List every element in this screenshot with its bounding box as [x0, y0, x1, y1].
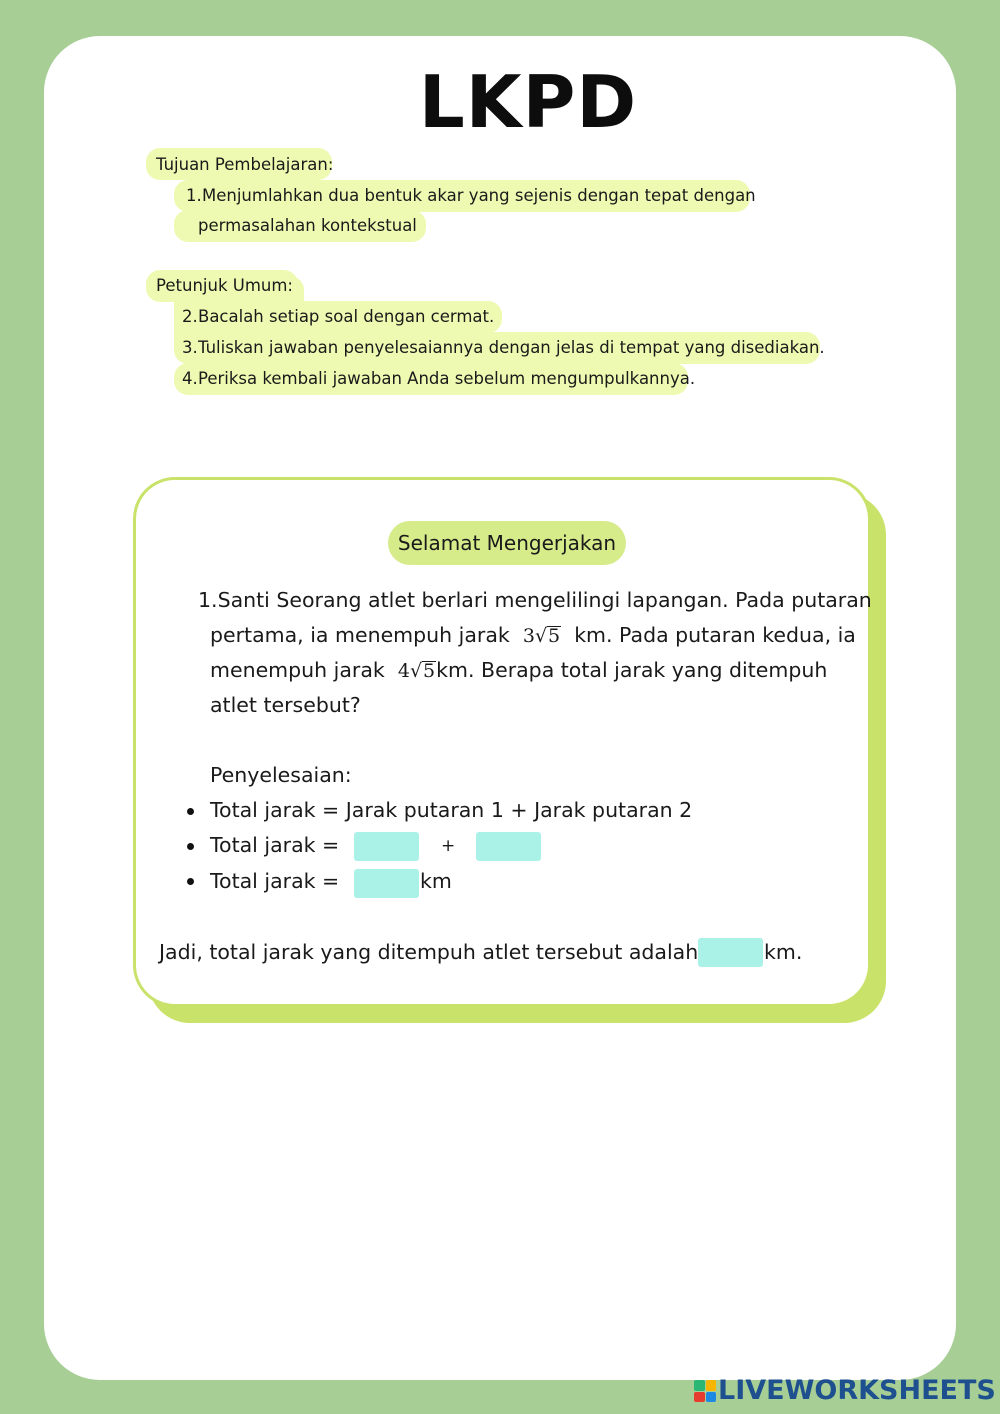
problem-text: Santi Seorang atlet berlari mengelilingi lapangan. Pada putaran	[217, 588, 872, 612]
objective-text-line1: Menjumlahkan dua bentuk akar yang sejenis dengan tepat dengan	[202, 186, 756, 205]
objective-item	[186, 181, 756, 211]
bullet-dot	[187, 808, 194, 815]
math-radicand: 5	[548, 625, 561, 647]
math-expression-2: 4√5	[397, 660, 436, 682]
problem-line-3	[210, 653, 827, 689]
problem-text: pertama, ia menempuh jarak	[210, 623, 510, 647]
instruction-text: Periksa kembali jawaban Anda sebelum mengumpulkannya.	[198, 369, 696, 388]
answer-input-distance-2[interactable]	[476, 832, 541, 861]
solution-step-1: Total jarak = Jarak putaran 1 + Jarak putaran 2	[210, 798, 693, 822]
problem-line-2	[210, 618, 856, 654]
plus-sign: +	[441, 836, 456, 856]
unit-km: km	[420, 869, 452, 893]
math-expression-1: 3√5	[522, 625, 561, 647]
logo-tile	[694, 1392, 705, 1403]
instructions-heading: Petunjuk Umum:	[156, 276, 293, 295]
problem-number: 1.	[198, 588, 218, 612]
instruction-number: 4.	[182, 369, 198, 388]
page-title: LKPD	[418, 60, 638, 144]
logo-tile	[706, 1392, 717, 1403]
banner-pill: Selamat Mengerjakan	[388, 521, 626, 565]
solution-label: Penyelesaian:	[210, 763, 352, 787]
instruction-item	[182, 333, 825, 363]
objective-text-line2: permasalahan kontekstual	[198, 216, 417, 235]
instruction-text: Tuliskan jawaban penyelesaiannya dengan jelas di tempat yang disediakan.	[198, 338, 825, 357]
instruction-item	[182, 302, 494, 332]
logo-tile	[694, 1380, 705, 1391]
math-coefficient: 3	[522, 625, 535, 647]
brand-name[interactable]: LIVEWORKSHEETS	[718, 1375, 996, 1406]
objectives-heading: Tujuan Pembelajaran:	[156, 155, 334, 174]
solution-step-3: Total jarak =	[210, 869, 340, 893]
answer-input-total[interactable]	[354, 869, 419, 898]
instruction-number: 2.	[182, 307, 198, 326]
instruction-text: Bacalah setiap soal dengan cermat.	[198, 307, 495, 326]
conclusion-unit: km.	[764, 940, 803, 964]
answer-input-conclusion[interactable]	[698, 938, 763, 967]
instruction-number: 3.	[182, 338, 198, 357]
answer-input-distance-1[interactable]	[354, 832, 419, 861]
problem-text: km. Pada putaran kedua, ia	[574, 623, 856, 647]
logo-tile	[706, 1380, 717, 1391]
math-coefficient: 4	[397, 660, 410, 682]
liveworksheets-logo-icon	[694, 1380, 716, 1402]
problem-text: menempuh jarak	[210, 658, 385, 682]
bullet-dot	[187, 843, 194, 850]
math-radicand: 5	[423, 660, 436, 682]
problem-line-1	[198, 583, 872, 618]
problem-line-4: atlet tersebut?	[210, 693, 361, 717]
instruction-item	[182, 364, 695, 394]
conclusion-text: Jadi, total jarak yang ditempuh atlet tersebut adalah	[159, 940, 699, 964]
bullet-dot	[187, 878, 194, 885]
objective-number: 1.	[186, 186, 202, 205]
solution-step-2: Total jarak =	[210, 833, 340, 857]
problem-text: km. Berapa total jarak yang ditempuh	[436, 658, 828, 682]
